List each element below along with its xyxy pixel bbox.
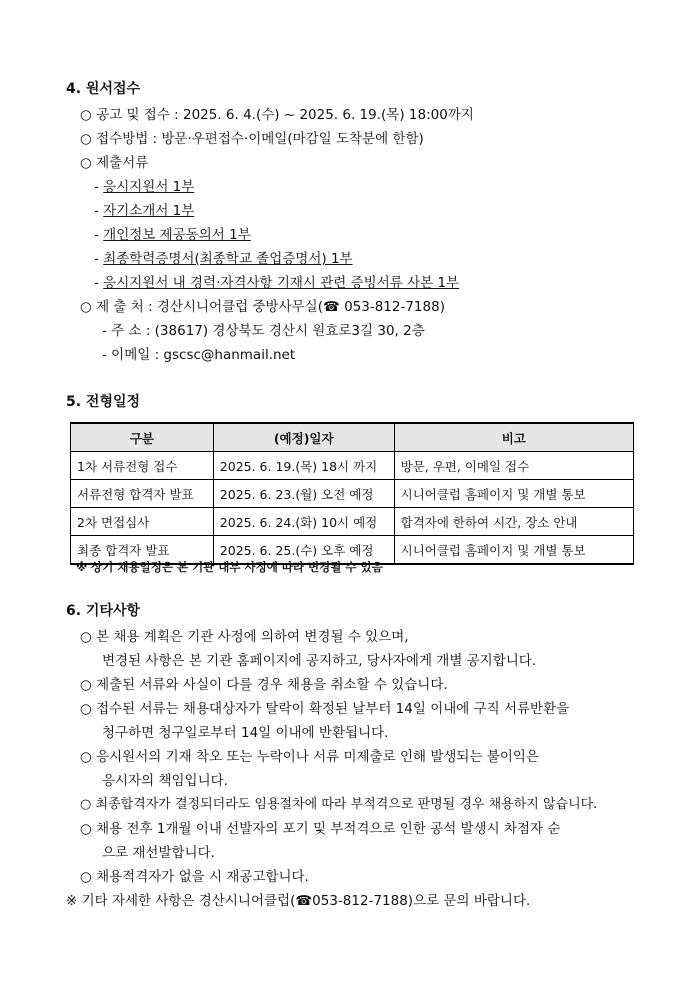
table-cell: 2025. 6. 19.(목) 18시 까지: [213, 452, 394, 480]
notice-item: ○ 채용적격자가 없을 시 재공고합니다.: [80, 869, 309, 885]
application-method: ○ 접수방법 : 방문·우편접수·이메일(마감일 도착분에 한함): [80, 131, 424, 147]
doc-item: [94, 225, 251, 245]
submit-address: - 주 소 : (38617) 경상북도 경산시 원효로3길 30, 2층: [102, 323, 425, 339]
doc-dash: -: [94, 275, 99, 291]
doc-item-label: 응시지원서 내 경력·자격사항 기재시 관련 증빙서류 사본 1부: [103, 275, 460, 291]
notice-item: ○ 제출된 서류와 사실이 다를 경우 채용을 취소할 수 있습니다.: [80, 677, 448, 693]
doc-item-label: 개인정보 제공동의서 1부: [103, 227, 251, 243]
notice-item-continued: 으로 재선발합니다.: [102, 845, 215, 861]
table-cell: 방문, 우편, 이메일 접수: [394, 452, 633, 480]
table-cell: 2025. 6. 24.(화) 10시 예정: [213, 508, 394, 536]
table-row: [71, 452, 634, 480]
table-cell: 2025. 6. 25.(수) 오후 예정: [213, 536, 394, 565]
section-5-title: 5. 전형일정: [66, 394, 141, 410]
column-header: (예정)일자: [213, 423, 394, 452]
doc-item-label: 응시지원서 1부: [103, 179, 195, 195]
column-header: 비고: [394, 423, 633, 452]
doc-item-label: 최종학력증명서(최종학교 졸업증명서) 1부: [103, 251, 353, 267]
notice-item: ○ 최종합격자가 결정되더라도 임용절차에 따라 부적격으로 판명될 경우 채용하지 않습니다.: [80, 797, 598, 812]
section-4-title: 4. 원서접수: [66, 81, 141, 97]
contact-footer: ※ 기타 자세한 사항은 경산시니어클럽(☎053-812-7188)으로 문의 바랍니다.: [66, 893, 531, 909]
table-row: [71, 480, 634, 508]
schedule-table: [70, 422, 634, 565]
table-row: [71, 508, 634, 536]
doc-item-label: 자기소개서 1부: [103, 203, 195, 219]
table-cell: 1차 서류전형 접수: [71, 452, 214, 480]
schedule-note: ※ 상기 채용일정은 본 기관 내부 사정에 따라 변경될 수 있음: [76, 560, 383, 574]
doc-dash: -: [94, 227, 99, 243]
doc-item: [94, 249, 353, 269]
section-6-title: 6. 기타사항: [66, 603, 141, 619]
submit-location: ○ 제 출 처 : 경산시니어클럽 중방사무실(☎ 053-812-7188): [80, 299, 445, 315]
table-cell: 서류전형 합격자 발표: [71, 480, 214, 508]
column-header: 구분: [71, 423, 214, 452]
table-cell: 2차 면접심사: [71, 508, 214, 536]
submit-email: - 이메일 : gscsc@hanmail.net: [102, 347, 296, 363]
doc-item: [94, 201, 194, 221]
notice-item-continued: 청구하면 청구일로부터 14일 이내에 반환됩니다.: [102, 725, 389, 741]
application-period: ○ 공고 및 접수 : 2025. 6. 4.(수) ~ 2025. 6. 19.(목) 18:00까지: [80, 107, 474, 123]
doc-dash: -: [94, 251, 99, 267]
table-cell: 시니어클럽 홈페이지 및 개별 통보: [394, 536, 633, 565]
table-cell: 2025. 6. 23.(월) 오전 예정: [213, 480, 394, 508]
table-cell: 최종 합격자 발표: [71, 536, 214, 565]
table-cell: 시니어클럽 홈페이지 및 개별 통보: [394, 480, 633, 508]
required-docs-heading: ○ 제출서류: [80, 155, 149, 171]
notice-item: ○ 채용 전후 1개월 이내 선발자의 포기 및 부적격으로 인한 공석 발생시 차점자 순: [80, 821, 561, 837]
table-header-row: [71, 423, 634, 452]
doc-item: [94, 273, 459, 293]
doc-item: [94, 177, 194, 197]
notice-item: ○ 응시원서의 기재 착오 또는 누락이나 서류 미제출로 인해 발생되는 불이익은: [80, 749, 539, 765]
notice-item-continued: 응시자의 책임입니다.: [102, 773, 228, 789]
doc-dash: -: [94, 179, 99, 195]
notice-item: ○ 본 채용 계획은 기관 사정에 의하여 변경될 수 있으며,: [80, 629, 409, 645]
notice-item-continued: 변경된 사항은 본 기관 홈페이지에 공지하고, 당사자에게 개별 공지합니다.: [102, 653, 537, 669]
table-cell: 합격자에 한하여 시간, 장소 안내: [394, 508, 633, 536]
doc-dash: -: [94, 203, 99, 219]
notice-item: ○ 접수된 서류는 채용대상자가 탈락이 확정된 날부터 14일 이내에 구직 서류반환을: [80, 701, 570, 717]
